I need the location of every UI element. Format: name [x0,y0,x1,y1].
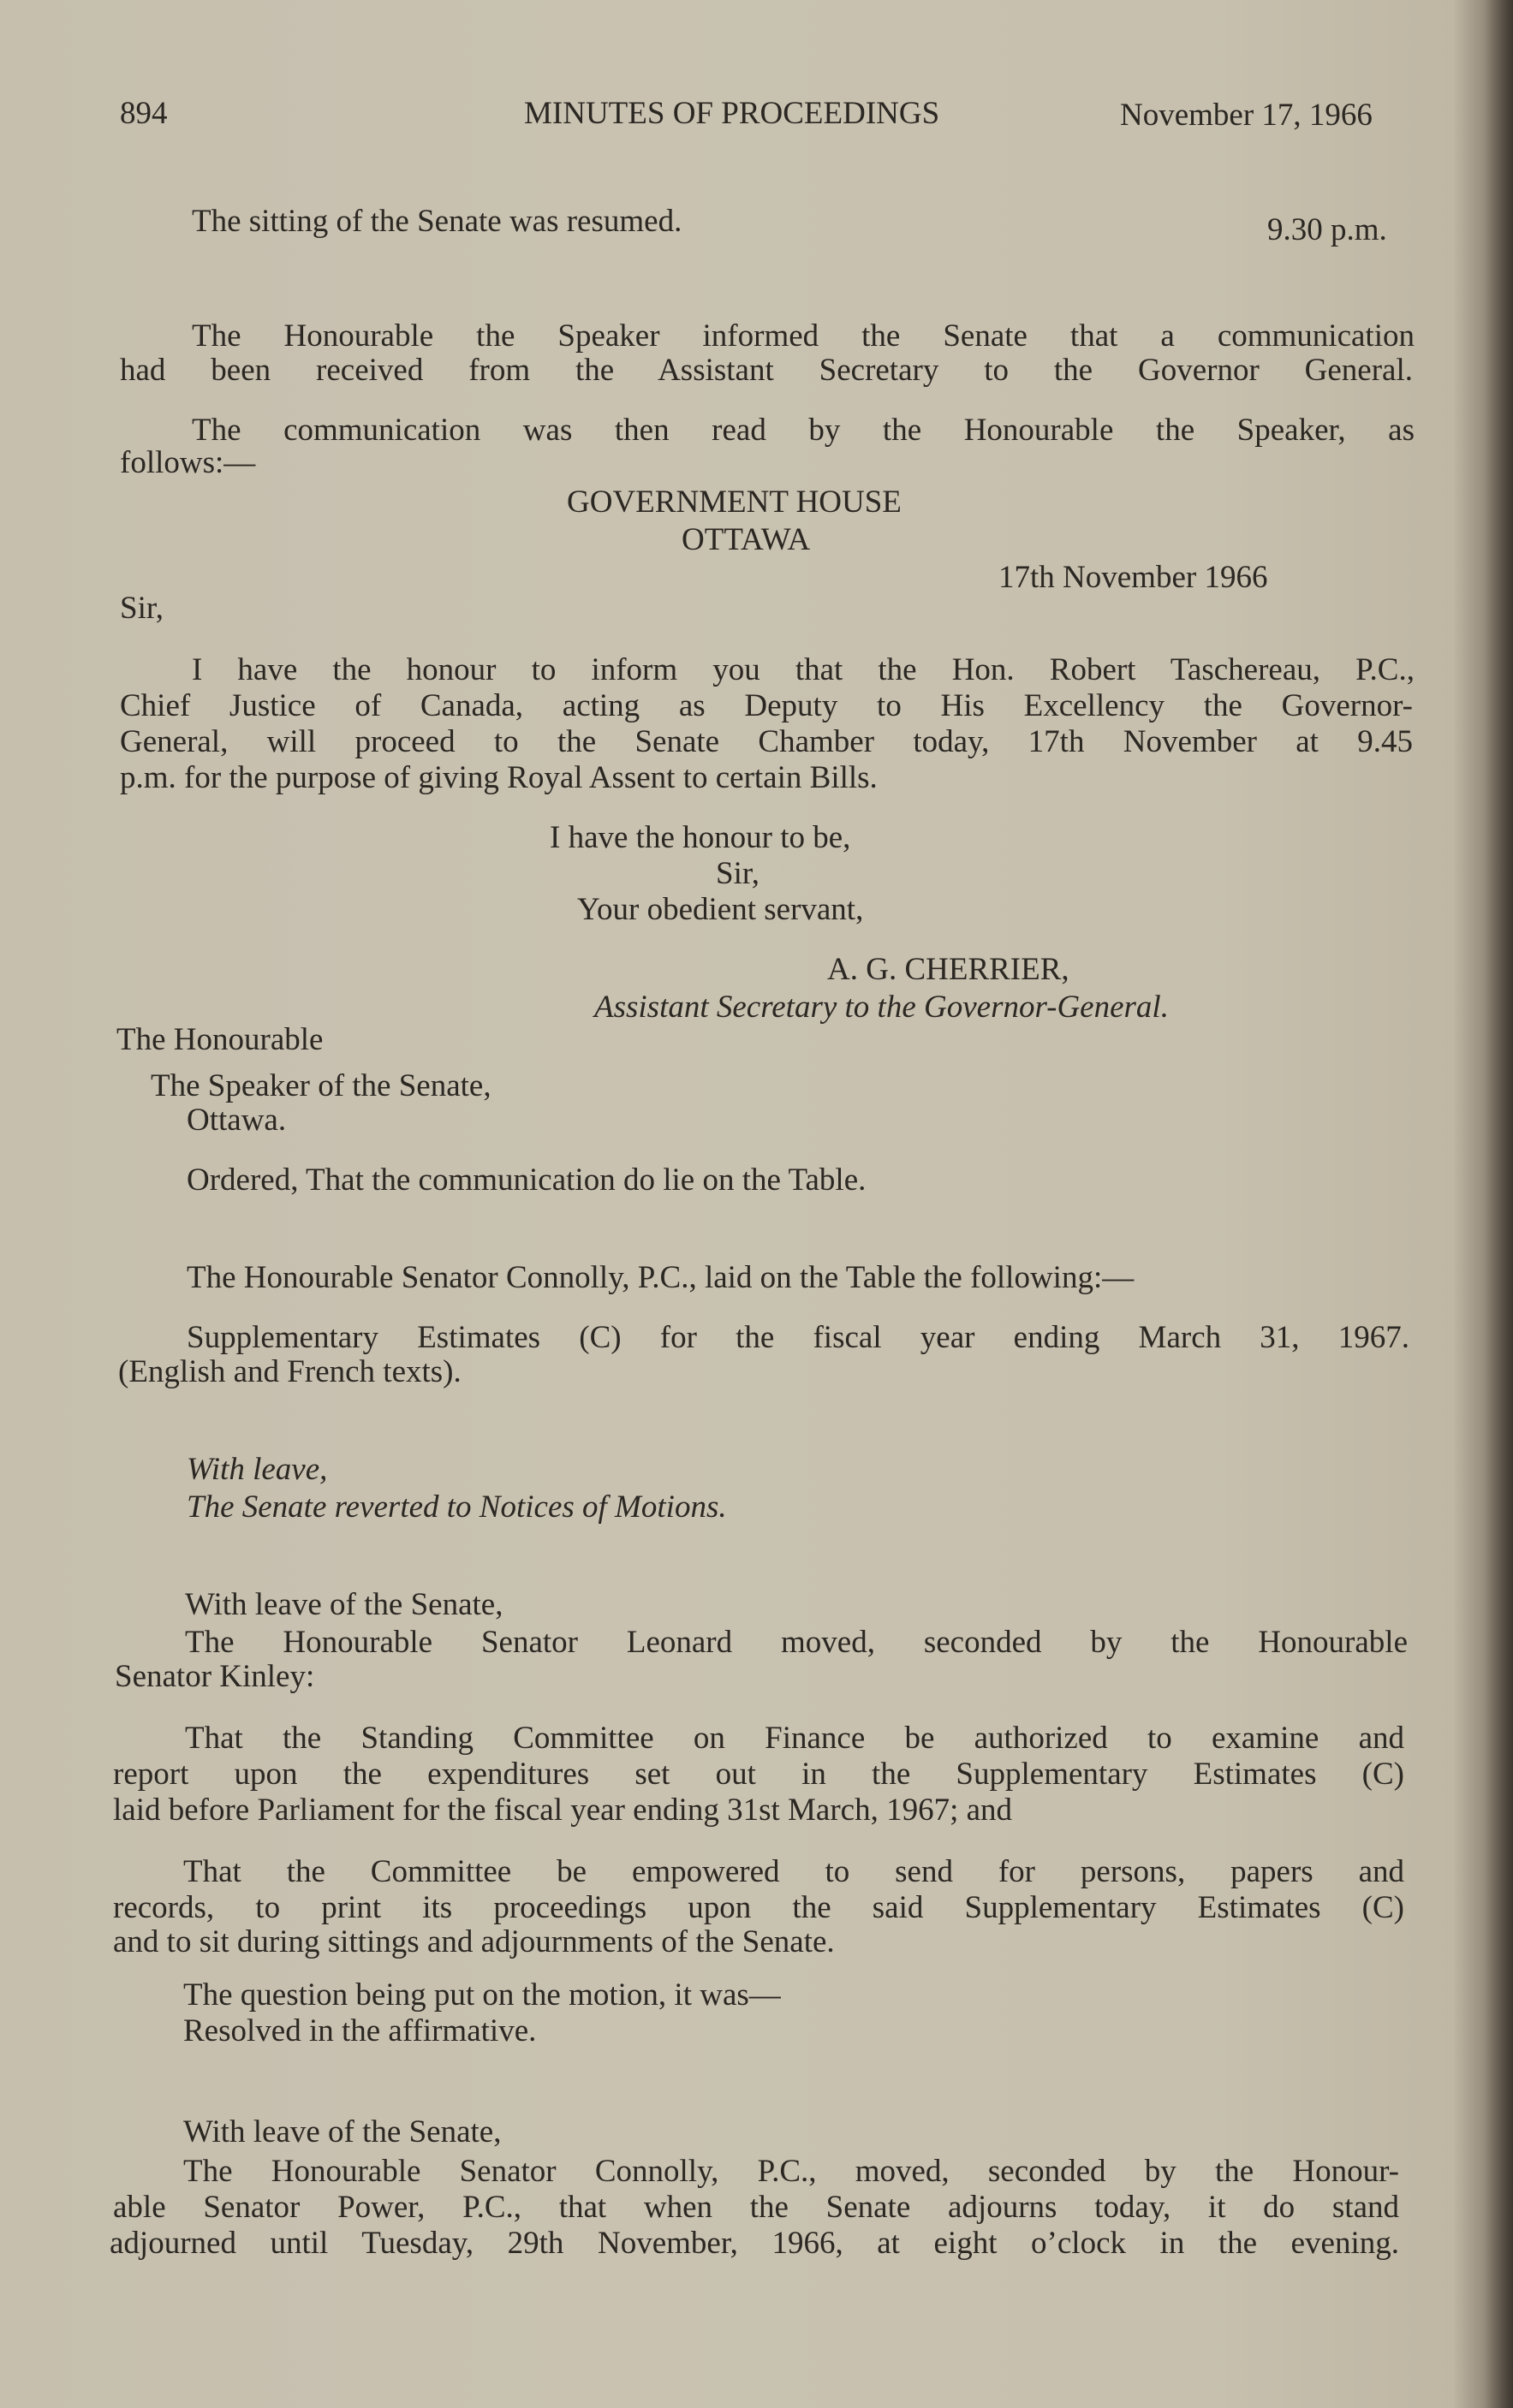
page-edge-shadow [1484,0,1513,2408]
letter-addressee-3: Ottawa. [187,1103,287,1138]
intro-line-2: had been received from the Assistant Secretary to the Governor General. [120,353,1413,388]
ordered-line: Ordered, That the communication do lie on the Table. [187,1162,867,1198]
motion1-para1-1: That the Standing Committee on Finance be authorized to examine and [185,1721,1404,1756]
motion1-mover-2: Senator Kinley: [115,1659,315,1694]
motion1-leave: With leave of the Senate, [185,1587,503,1622]
letter-closing-3: Your obedient servant, [577,892,864,927]
leave-line-2: The Senate reverted to Notices of Motions. [187,1489,727,1525]
motion1-question: The question being put on the motion, it was— [183,1977,781,2013]
letter-body-3: General, will proceed to the Senate Chamber today, 17th November at 9.45 [120,724,1413,759]
read-line-1: The communication was then read by the Honourable the Speaker, as [192,413,1415,448]
letter-salutation: Sir, [120,591,164,626]
letter-addressee-1: The Honourable [116,1022,324,1057]
motion2-leave: With leave of the Senate, [183,2114,502,2149]
motion1-result: Resolved in the affirmative. [183,2013,537,2048]
leave-line-1: With leave, [187,1452,328,1487]
motion1-para1-3: laid before Parliament for the fiscal year ending 31st March, 1967; and [113,1793,1013,1828]
motion1-para2-1: That the Committee be empowered to send for persons, papers and [183,1854,1404,1889]
intro-line-1: The Honourable the Speaker informed the Senate that a communication [192,318,1415,354]
letter-closing-1: I have the honour to be, [550,820,851,855]
sitting-time: 9.30 p.m. [1267,212,1387,247]
letter-addressee-2: The Speaker of the Senate, [151,1068,491,1103]
letter-body-4: p.m. for the purpose of giving Royal Assent to certain Bills. [120,760,878,795]
letter-body-2: Chief Justice of Canada, acting as Deputy to His Excellency the Governor- [120,688,1413,723]
letter-closing-2: Sir, [716,856,759,891]
letter-signatory: A. G. CHERRIER, [827,952,1069,987]
running-title: MINUTES OF PROCEEDINGS [524,96,940,131]
motion1-para2-2: records, to print its proceedings upon the said Supplementary Estimates (C) [113,1890,1404,1925]
letter-signatory-title: Assistant Secretary to the Governor-General. [594,990,1169,1025]
tabled-intro: The Honourable Senator Connolly, P.C., laid on the Table the following:— [187,1260,1135,1295]
read-line-2: follows:— [120,445,256,480]
sitting-resumed: The sitting of the Senate was resumed. [192,204,682,239]
page-number: 894 [120,96,168,131]
motion1-para1-2: report upon the expenditures set out in the Supplementary Estimates (C) [113,1757,1404,1792]
motion2-text-2: able Senator Power, P.C., that when the Senate adjourns today, it do stand [113,2190,1399,2225]
motion2-text-1: The Honourable Senator Connolly, P.C., moved, seconded by the Honour- [183,2154,1399,2189]
letter-address-1: GOVERNMENT HOUSE [567,485,902,520]
letter-date: 17th November 1966 [998,560,1268,595]
tabled-item-2: (English and French texts). [118,1354,462,1389]
tabled-item-1: Supplementary Estimates (C) for the fiscal year ending March 31, 1967. [187,1320,1409,1355]
motion2-text-3: adjourned until Tuesday, 29th November, 1966, at eight o’clock in the evening. [110,2226,1399,2261]
letter-address-2: OTTAWA [682,522,811,557]
header-date: November 17, 1966 [1120,98,1373,133]
motion1-mover-1: The Honourable Senator Leonard moved, seconded by the Honourable [185,1625,1408,1660]
letter-body-1: I have the honour to inform you that the Hon. Robert Taschereau, P.C., [192,652,1415,687]
motion1-para2-3: and to sit during sittings and adjournments of the Senate. [113,1924,835,1959]
